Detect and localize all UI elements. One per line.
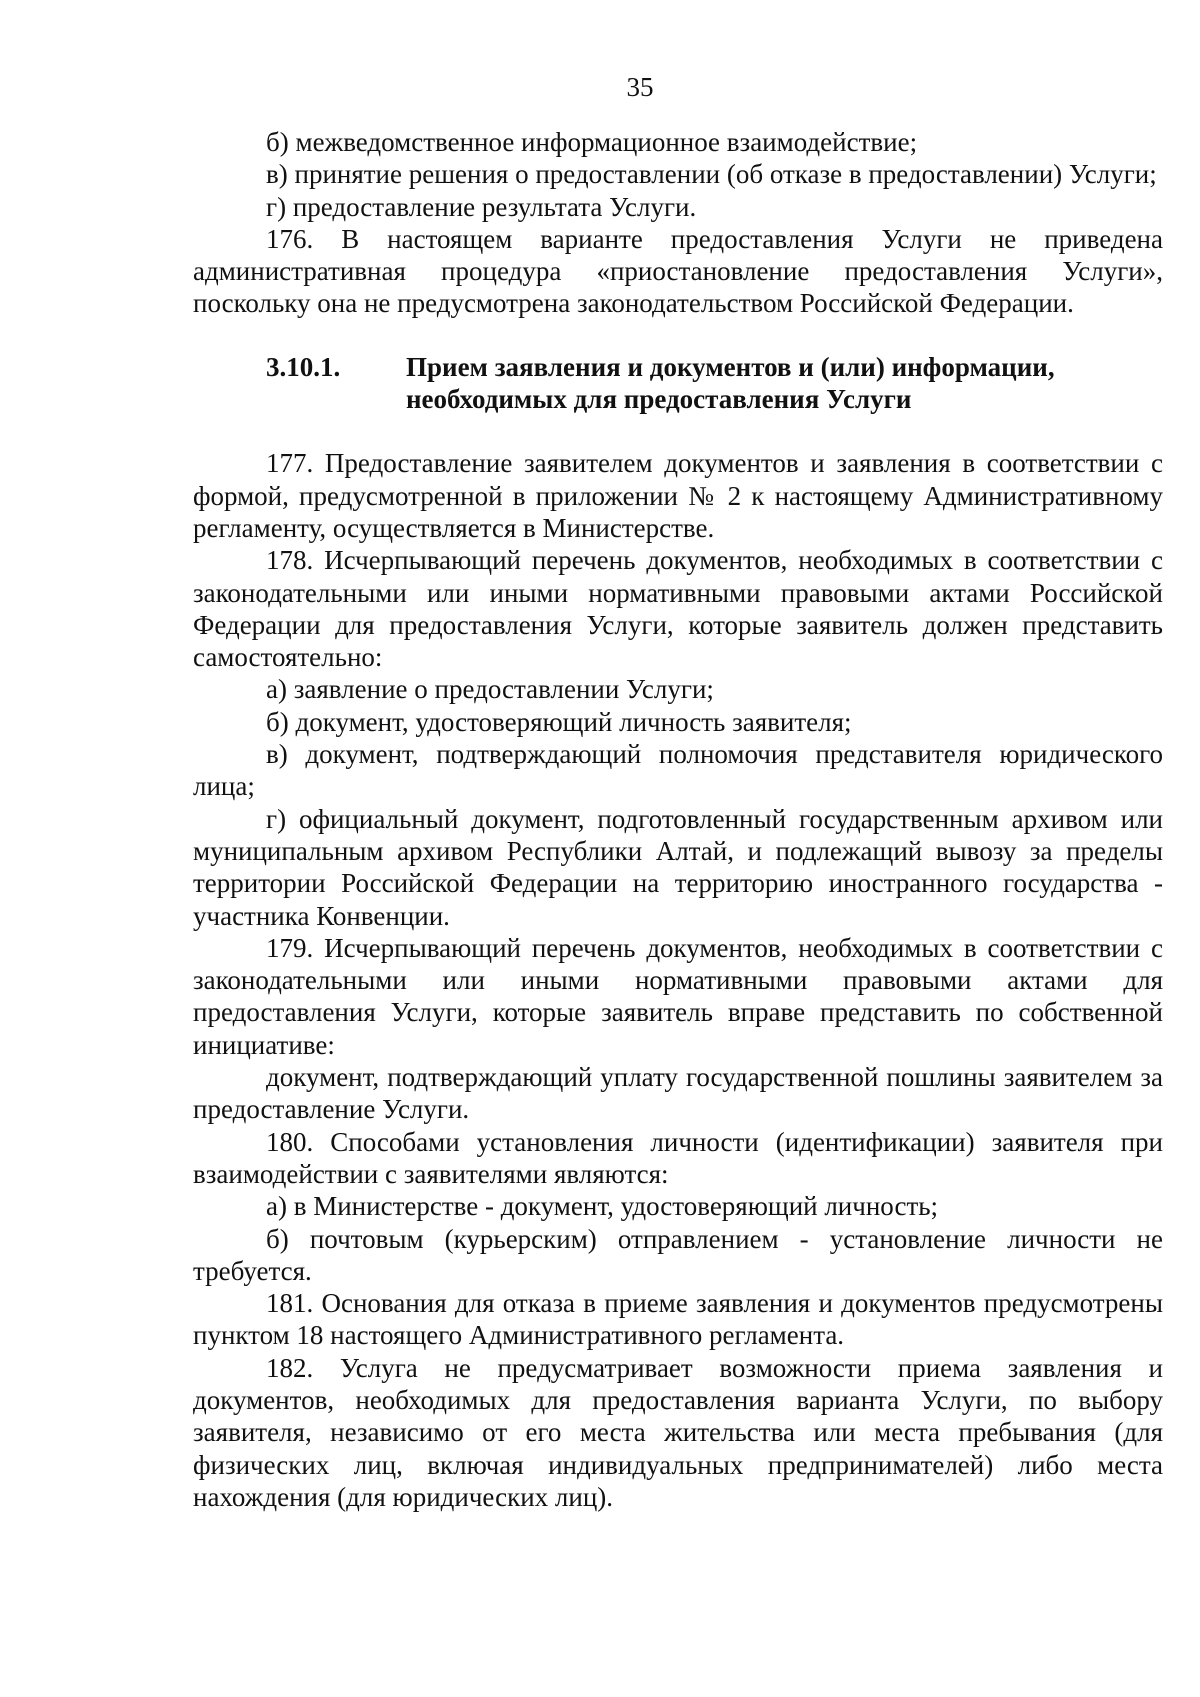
paragraph-item-b: б) межведомственное информационное взаимодействие; [266, 127, 918, 157]
section-title: Прием заявления и документов и (или) информации, необходимых для предоставления Услуги [406, 351, 1055, 415]
paragraph-180-b: б) почтовым (курьерским) отправлением - установление личности не требуется. [193, 1223, 1163, 1286]
paragraph-181: 181. Основания для отказа в приеме заявления и документов предусмотрены пунктом 18 настоящего Административного регламента. [193, 1288, 1163, 1351]
paragraph-180: 180. Способами установления личности (идентификации) заявителя при взаимодействии с заявителями являются: [193, 1126, 1163, 1189]
paragraph-178: 178. Исчерпывающий перечень документов, необходимых в соответствии с законодательными или иными нормативными правовыми актами Российской Федерации для предоставления Услуги, которые заявитель должен представить самостоятельно: [193, 545, 1163, 673]
paragraph-180-a: а) в Министерстве - документ, удостоверяющий личность; [266, 1191, 939, 1222]
section-number: 3.10.1. [266, 351, 341, 382]
paragraph-179-item: документ, подтверждающий уплату государственной пошлины заявителем за предоставление Услуги. [193, 1062, 1163, 1125]
paragraph-178-g: г) официальный документ, подготовленный государственным архивом или муниципальным архивом Республики Алтай, и подлежащий вывозу за пределы территории Российской Федерации на территорию иностранного государства - участника Конвенции. [193, 803, 1163, 931]
section-heading [193, 351, 1163, 416]
paragraph-item-v: в) принятие решения о предоставлении (об отказе в предоставлении) Услуги; [266, 159, 1157, 190]
page-number: 35 [626, 72, 654, 102]
paragraph-178-b: б) документ, удостоверяющий личность заявителя; [266, 706, 852, 737]
paragraph-178-a: а) заявление о предоставлении Услуги; [266, 674, 714, 705]
paragraph-177: 177. Предоставление заявителем документов и заявления в соответствии с формой, предусмотренной в приложении № 2 к настоящему Административному регламенту, осуществляется в Министерстве. [193, 448, 1163, 543]
paragraph-178-v: в) документ, подтверждающий полномочия представителя юридического лица; [193, 739, 1163, 802]
paragraph-182: 182. Услуга не предусматривает возможности приема заявления и документов, необходимых для предоставления варианта Услуги, по выбору заявителя, независимо от его места жительства или места пребывания (для физических лиц, включая индивидуальных предпринимателей) либо места нахождения (для юридических лиц). [193, 1352, 1163, 1512]
paragraph-179: 179. Исчерпывающий перечень документов, необходимых в соответствии с законодательными или иными нормативными правовыми актами для предоставления Услуги, которые заявитель вправе представить по собственной инициативе: [193, 932, 1163, 1060]
document-body [193, 126, 1163, 1513]
paragraph-item-g: г) предоставление результата Услуги. [266, 191, 697, 222]
paragraph-176: 176. В настоящем варианте предоставления Услуги не приведена административная процедура «приостановление предоставления Услуги», поскольку она не предусмотрена законодательством Российской Федерации. [193, 223, 1163, 319]
